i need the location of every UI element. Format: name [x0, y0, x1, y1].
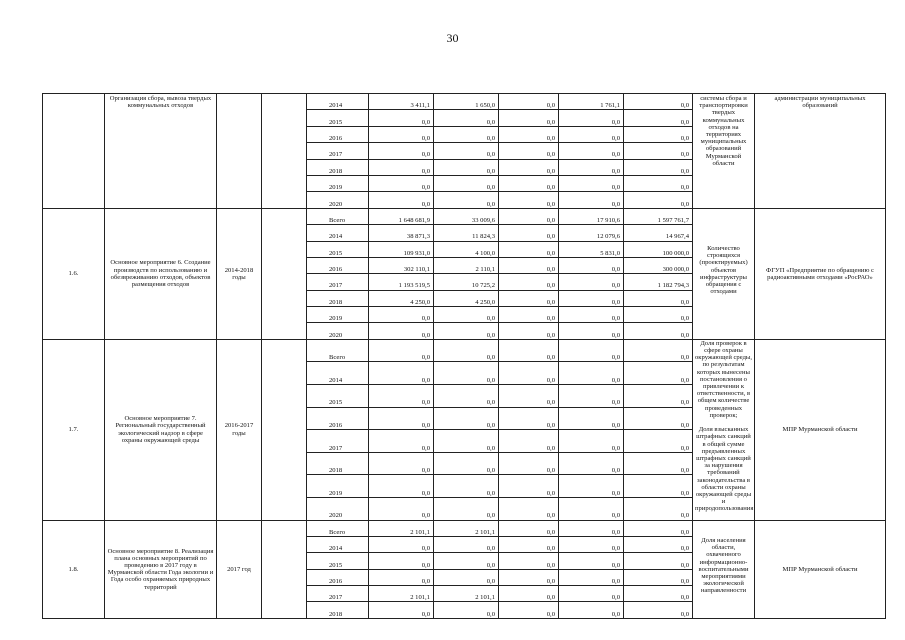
funding-value-cell: 0,0 [499, 452, 559, 475]
funding-value-cell: 5 831,0 [559, 241, 624, 257]
indicator-text: Доля взысканных штрафных санкций в общей сумме предъявленных штрафных санкций за нарушения требований законодательства в области охраны окружающей среды и природопользования [695, 426, 754, 513]
activity-period: 2017 год [217, 520, 262, 618]
funding-value-cell: 0,0 [559, 602, 624, 618]
funding-value-cell: 0,0 [624, 602, 693, 618]
funding-value-cell: 0,0 [434, 175, 499, 191]
funding-value-cell: 0,0 [559, 159, 624, 175]
funding-value-cell: 0,0 [369, 602, 434, 618]
program-activities-table [42, 93, 886, 619]
funding-value-cell: 0,0 [559, 362, 624, 385]
year-cell: 2018 [307, 452, 369, 475]
funding-value-cell: 0,0 [499, 225, 559, 241]
funding-value-cell: 4 250,0 [369, 290, 434, 306]
funding-value-cell: 0,0 [369, 126, 434, 142]
funding-value-cell: 12 079,6 [559, 225, 624, 241]
year-cell: 2014 [307, 362, 369, 385]
funding-value-cell: 0,0 [624, 307, 693, 323]
funding-value-cell: 0,0 [499, 208, 559, 224]
funding-value-cell: 0,0 [624, 175, 693, 191]
activity-name: Основное мероприятие 8. Реализация плана основных мероприятий по проведению в 2017 году в Мурманской области Года экологии и Года особо охраняемых природных территорий [105, 520, 217, 618]
year-cell: 2018 [307, 290, 369, 306]
funding-value-cell: 0,0 [434, 192, 499, 208]
funding-value-cell: 0,0 [624, 407, 693, 430]
empty-cell [262, 94, 307, 209]
responsible-executor: МПР Мурманской области [755, 339, 886, 520]
funding-value-cell: 0,0 [434, 452, 499, 475]
funding-value-cell: 0,0 [434, 339, 499, 362]
activity-period [217, 94, 262, 209]
funding-value-cell: 0,0 [559, 520, 624, 536]
funding-value-cell: 0,0 [434, 569, 499, 585]
page-number: 30 [446, 31, 459, 45]
indicator-text: Доля проверок в сфере охраны окружающей среды, по результатам которых вынесены постановления о привлечении к ответственности, в общем количестве проведенных проверок; [695, 339, 753, 419]
funding-value-cell: 0,0 [624, 362, 693, 385]
funding-value-cell: 0,0 [559, 586, 624, 602]
funding-value-cell: 0,0 [499, 175, 559, 191]
funding-value-cell: 0,0 [559, 307, 624, 323]
activity-name: Организация сбора, вывоза твердых коммунальных отходов [105, 94, 217, 209]
funding-value-cell: 0,0 [369, 569, 434, 585]
funding-value-cell: 0,0 [624, 323, 693, 339]
funding-value-cell: 1 761,1 [559, 94, 624, 110]
funding-value-cell: 0,0 [499, 475, 559, 498]
year-cell: 2016 [307, 257, 369, 273]
funding-value-cell: 0,0 [624, 143, 693, 159]
responsible-executor: ФГУП «Предприятие по обращению с радиоактивными отходами «РосРАО» [755, 208, 886, 339]
funding-value-cell: 0,0 [499, 143, 559, 159]
activity-period: 2014-2018 годы [217, 208, 262, 339]
funding-value-cell: 0,0 [624, 94, 693, 110]
year-cell: 2015 [307, 241, 369, 257]
empty-cell [262, 520, 307, 618]
funding-value-cell: 109 931,0 [369, 241, 434, 257]
funding-value-cell: 2 101,1 [369, 520, 434, 536]
funding-value-cell: 0,0 [559, 192, 624, 208]
funding-value-cell: 0,0 [624, 553, 693, 569]
funding-value-cell: 0,0 [559, 475, 624, 498]
indicator-cell [693, 208, 755, 339]
year-cell: 2014 [307, 225, 369, 241]
funding-value-cell: 0,0 [559, 175, 624, 191]
indicator-text: Количество строящихся (проектируемых) объектов инфраструктуры обращения с отходами [699, 245, 748, 296]
funding-value-cell: 17 910,6 [559, 208, 624, 224]
funding-value-cell: 0,0 [624, 290, 693, 306]
funding-value-cell: 10 725,2 [434, 274, 499, 290]
year-cell: 2016 [307, 569, 369, 585]
funding-value-cell: 0,0 [434, 407, 499, 430]
funding-value-cell: 1 182 794,3 [624, 274, 693, 290]
indicator-cell [693, 339, 755, 520]
funding-value-cell: 0,0 [624, 339, 693, 362]
funding-value-cell: 0,0 [559, 339, 624, 362]
table-row [43, 208, 886, 224]
funding-value-cell: 0,0 [559, 126, 624, 142]
table-row [43, 520, 886, 536]
year-cell: 2017 [307, 143, 369, 159]
funding-value-cell: 0,0 [434, 385, 499, 408]
funding-value-cell: 0,0 [559, 452, 624, 475]
funding-value-cell: 0,0 [499, 126, 559, 142]
year-cell: 2017 [307, 274, 369, 290]
funding-value-cell: 0,0 [369, 159, 434, 175]
funding-value-cell: 0,0 [499, 362, 559, 385]
activity-number [43, 94, 105, 209]
year-cell: 2014 [307, 536, 369, 552]
funding-value-cell: 0,0 [559, 407, 624, 430]
funding-value-cell: 0,0 [434, 143, 499, 159]
year-cell: 2020 [307, 192, 369, 208]
funding-value-cell: 0,0 [499, 274, 559, 290]
funding-value-cell: 0,0 [369, 407, 434, 430]
activity-number: 1.6. [43, 208, 105, 339]
funding-value-cell: 0,0 [624, 110, 693, 126]
funding-value-cell: 38 871,3 [369, 225, 434, 241]
funding-value-cell: 0,0 [434, 536, 499, 552]
funding-value-cell: 0,0 [434, 159, 499, 175]
funding-value-cell: 0,0 [624, 536, 693, 552]
indicator-text: системы сбора и транспортировки твердых коммунальных отходов на территориях муниципальных образований Мурманской области [699, 95, 748, 167]
funding-value-cell: 0,0 [369, 192, 434, 208]
funding-value-cell: 2 110,1 [434, 257, 499, 273]
funding-value-cell: 0,0 [369, 175, 434, 191]
funding-value-cell: 11 824,3 [434, 225, 499, 241]
year-cell: Всего [307, 208, 369, 224]
year-cell: 2017 [307, 586, 369, 602]
funding-value-cell: 0,0 [499, 385, 559, 408]
year-cell: 2015 [307, 110, 369, 126]
funding-value-cell: 0,0 [559, 143, 624, 159]
funding-value-cell: 0,0 [559, 385, 624, 408]
year-cell: 2018 [307, 159, 369, 175]
funding-value-cell: 4 100,0 [434, 241, 499, 257]
funding-value-cell: 0,0 [434, 497, 499, 520]
funding-value-cell: 0,0 [624, 430, 693, 453]
funding-value-cell: 0,0 [369, 385, 434, 408]
funding-value-cell: 0,0 [434, 110, 499, 126]
funding-value-cell: 0,0 [559, 430, 624, 453]
responsible-executor: МПР Мурманской области [755, 520, 886, 618]
funding-value-cell: 0,0 [434, 602, 499, 618]
funding-value-cell: 0,0 [499, 520, 559, 536]
funding-value-cell: 0,0 [499, 602, 559, 618]
funding-value-cell: 0,0 [624, 192, 693, 208]
funding-value-cell: 0,0 [624, 497, 693, 520]
funding-value-cell: 300 000,0 [624, 257, 693, 273]
funding-value-cell: 0,0 [559, 290, 624, 306]
funding-value-cell: 0,0 [499, 339, 559, 362]
funding-value-cell: 0,0 [559, 323, 624, 339]
funding-value-cell: 0,0 [499, 307, 559, 323]
table-row [43, 94, 886, 110]
year-cell: 2015 [307, 553, 369, 569]
activity-period: 2016-2017 годы [217, 339, 262, 520]
funding-value-cell: 0,0 [559, 569, 624, 585]
funding-value-cell: 0,0 [369, 307, 434, 323]
funding-value-cell: 0,0 [499, 569, 559, 585]
funding-value-cell: 0,0 [624, 452, 693, 475]
funding-value-cell: 0,0 [499, 192, 559, 208]
funding-value-cell: 0,0 [499, 553, 559, 569]
funding-value-cell: 0,0 [499, 497, 559, 520]
year-cell: 2020 [307, 497, 369, 520]
table-row [43, 339, 886, 362]
funding-value-cell: 0,0 [499, 323, 559, 339]
funding-value-cell: 0,0 [499, 94, 559, 110]
activity-name: Основное мероприятие 6. Создание производств по использованию и обезвреживанию отходов, объектов размещения отходов [105, 208, 217, 339]
funding-value-cell: 0,0 [499, 430, 559, 453]
year-cell: 2019 [307, 475, 369, 498]
funding-value-cell: 0,0 [499, 407, 559, 430]
funding-value-cell: 302 110,1 [369, 257, 434, 273]
funding-value-cell: 0,0 [499, 241, 559, 257]
funding-value-cell: 1 597 761,7 [624, 208, 693, 224]
year-cell: 2016 [307, 407, 369, 430]
funding-value-cell: 0,0 [369, 452, 434, 475]
activity-number: 1.7. [43, 339, 105, 520]
funding-value-cell: 2 101,1 [369, 586, 434, 602]
funding-value-cell: 2 101,1 [434, 520, 499, 536]
funding-value-cell: 0,0 [624, 586, 693, 602]
funding-value-cell: 0,0 [559, 257, 624, 273]
funding-value-cell: 0,0 [624, 475, 693, 498]
funding-value-cell: 0,0 [434, 362, 499, 385]
funding-value-cell: 0,0 [624, 520, 693, 536]
funding-value-cell: 1 650,0 [434, 94, 499, 110]
indicator-cell [693, 520, 755, 618]
funding-value-cell: 0,0 [434, 553, 499, 569]
funding-value-cell: 0,0 [624, 126, 693, 142]
indicator-text: Доля населения области, охваченного информационно-воспитательными мероприятиями экологической направленности [698, 536, 749, 595]
funding-value-cell: 0,0 [434, 475, 499, 498]
funding-value-cell: 4 250,0 [434, 290, 499, 306]
funding-value-cell: 100 000,0 [624, 241, 693, 257]
funding-value-cell: 0,0 [369, 323, 434, 339]
funding-value-cell: 0,0 [499, 110, 559, 126]
activity-name: Основное мероприятие 7. Региональный государственный экологический надзор в сфере охраны окружающей среды [105, 339, 217, 520]
funding-value-cell: 0,0 [369, 430, 434, 453]
funding-value-cell: 0,0 [499, 586, 559, 602]
funding-value-cell: 0,0 [624, 159, 693, 175]
funding-value-cell: 0,0 [624, 385, 693, 408]
year-cell: Всего [307, 339, 369, 362]
funding-value-cell: 1 193 519,5 [369, 274, 434, 290]
funding-value-cell: 0,0 [369, 339, 434, 362]
funding-value-cell: 1 648 681,9 [369, 208, 434, 224]
indicator-cell [693, 94, 755, 209]
funding-value-cell: 0,0 [499, 257, 559, 273]
funding-value-cell: 0,0 [499, 536, 559, 552]
funding-value-cell: 33 009,6 [434, 208, 499, 224]
funding-value-cell: 14 967,4 [624, 225, 693, 241]
funding-value-cell: 3 411,1 [369, 94, 434, 110]
funding-value-cell: 0,0 [369, 362, 434, 385]
funding-value-cell: 0,0 [499, 290, 559, 306]
year-cell: 2016 [307, 126, 369, 142]
funding-value-cell: 0,0 [499, 159, 559, 175]
funding-value-cell: 0,0 [434, 307, 499, 323]
funding-value-cell: 0,0 [559, 536, 624, 552]
funding-value-cell: 0,0 [434, 323, 499, 339]
funding-value-cell: 0,0 [559, 497, 624, 520]
funding-value-cell: 0,0 [369, 143, 434, 159]
year-cell: Всего [307, 520, 369, 536]
empty-cell [262, 339, 307, 520]
year-cell: 2014 [307, 94, 369, 110]
funding-value-cell: 0,0 [624, 569, 693, 585]
funding-value-cell: 0,0 [434, 430, 499, 453]
activity-number: 1.8. [43, 520, 105, 618]
year-cell: 2019 [307, 175, 369, 191]
funding-value-cell: 0,0 [434, 126, 499, 142]
funding-value-cell: 0,0 [369, 553, 434, 569]
year-cell: 2015 [307, 385, 369, 408]
funding-value-cell: 0,0 [369, 536, 434, 552]
year-cell: 2017 [307, 430, 369, 453]
responsible-executor: администрации муниципальных образований [755, 94, 886, 209]
funding-value-cell: 0,0 [559, 274, 624, 290]
funding-value-cell: 0,0 [559, 110, 624, 126]
year-cell: 2019 [307, 307, 369, 323]
empty-cell [262, 208, 307, 339]
year-cell: 2018 [307, 602, 369, 618]
year-cell: 2020 [307, 323, 369, 339]
funding-value-cell: 0,0 [369, 475, 434, 498]
funding-value-cell: 0,0 [369, 110, 434, 126]
funding-value-cell: 2 101,1 [434, 586, 499, 602]
funding-value-cell: 0,0 [369, 497, 434, 520]
funding-value-cell: 0,0 [559, 553, 624, 569]
